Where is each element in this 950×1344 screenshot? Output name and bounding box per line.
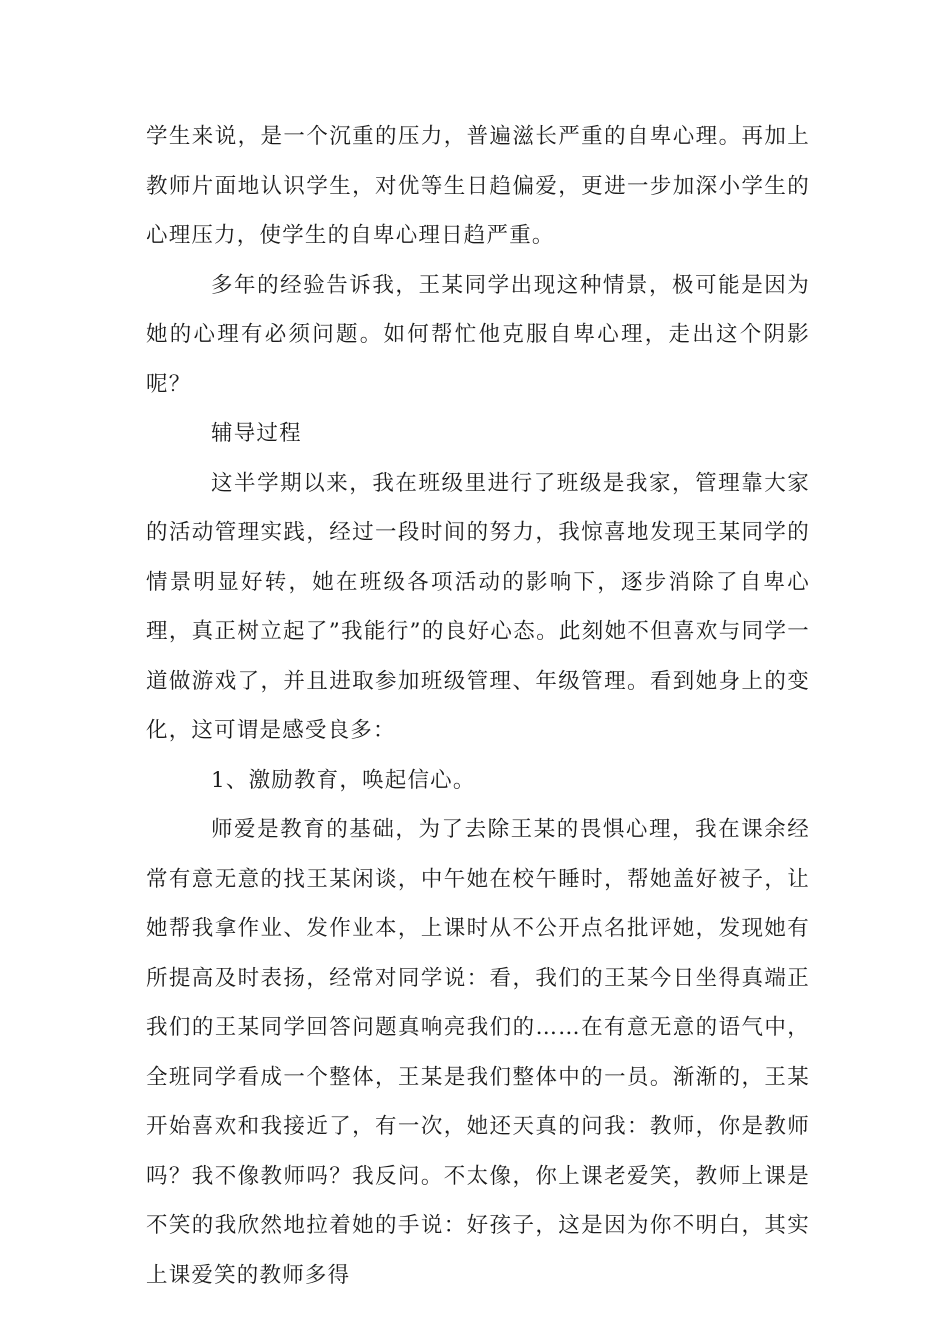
paragraph-teacher-love: 师爱是教育的基础，为了去除王某的畏惧心理，我在课余经常有意无意的找王某闲谈，中午她在校午睡时，帮她盖好被子，让她帮我拿作业、发作业本，上课时从不公开点名批评她，发现她有所提高及时表扬，经常对同学说：看，我们的王某今日坐得真端正我们的王某同学回答问题真响亮我们的……在有意无意的语气中，全班同学看成一个整体，王某是我们整体中的一员。渐渐的，王某开始喜欢和我接近了，有一次，她还天真的问我：教师，你是教师吗？我不像教师吗？我反问。不太像，你上课老爱笑，教师上课是不笑的我欣然地拉着她的手说：好孩子，这是因为你不明白，其实上课爱笑的教师多得 bbox=[146, 817, 810, 1288]
section-heading-counseling-process: 辅导过程 bbox=[211, 421, 302, 446]
paragraph-class-activities: 这半学期以来，我在班级里进行了班级是我家，管理靠大家的活动管理实践，经过一段时间的努力，我惊喜地发现王某同学的情景明显好转，她在班级各项活动的影响下，逐步消除了自卑心理，真正树立起了”我能行”的良好心态。此刻她不但喜欢与同学一道做游戏了，并且进取参加班级管理、年级管理。看到她身上的变化，这可谓是感受良多： bbox=[146, 470, 810, 743]
list-item-heading-motivation: 1、激励教育，唤起信心。 bbox=[211, 767, 476, 793]
paragraph-experience: 多年的经验告诉我，王某同学出现这种情景，极可能是因为她的心理有必须问题。如何帮忙他克服自卑心理，走出这个阴影呢？ bbox=[146, 272, 810, 397]
document-body bbox=[146, 112, 810, 1300]
paragraph-continuation: 学生来说，是一个沉重的压力，普遍滋长严重的自卑心理。再加上教师片面地认识学生，对优等生日趋偏爱，更进一步加深小学生的心理压力，使学生的自卑心理日趋严重。 bbox=[146, 124, 810, 248]
